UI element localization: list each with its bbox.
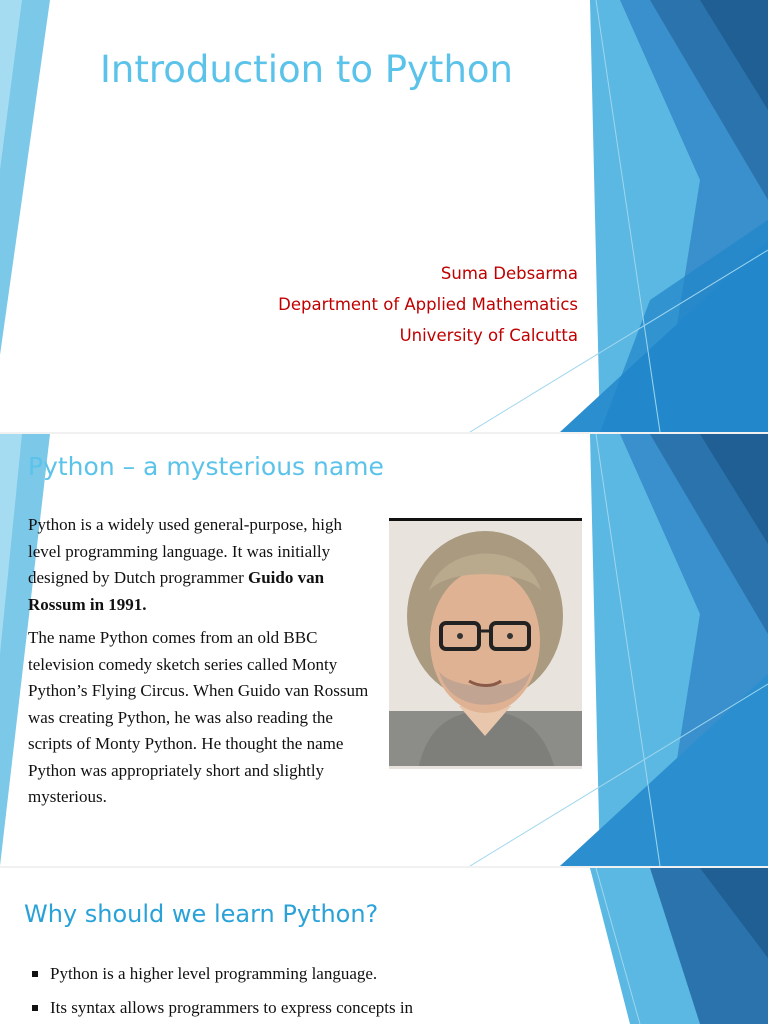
- author-name: Suma Debsarma: [440, 264, 578, 283]
- paragraph-origin-text: Python is a widely used general-purpose, high level programming language. It was initially designed by Dutch programmer: [28, 515, 342, 587]
- presentation-title: Introduction to Python: [100, 48, 513, 91]
- author-block: [278, 258, 578, 351]
- slide-why-python: [0, 868, 768, 1024]
- portrait-photo: [389, 518, 582, 769]
- paragraph-origin: [28, 512, 373, 618]
- bullet-item: [32, 963, 472, 985]
- bullet-text: Python is a higher level programming language.: [50, 964, 378, 983]
- slide-title: [0, 0, 768, 432]
- bullet-square-icon: [32, 971, 38, 977]
- slide-mysterious-name: [0, 434, 768, 866]
- body-text: [28, 512, 373, 818]
- slide-title: Why should we learn Python?: [24, 900, 379, 928]
- paragraph-name: The name Python comes from an old BBC television comedy sketch series called Monty Python’s Flying Circus. When Guido van Rossum was creating Python, he was also reading the scripts of Monty Python. He thought the name Python was appropriately short and slightly mysterious.: [28, 628, 369, 806]
- portrait-image: [389, 521, 582, 766]
- slide-title: Python – a mysterious name: [28, 452, 384, 481]
- bullet-text: Its syntax allows programmers to express concepts in: [50, 998, 414, 1017]
- bullet-list: [32, 963, 472, 1024]
- author-department: Department of Applied Mathematics: [278, 295, 578, 314]
- bullet-square-icon: [32, 1005, 38, 1011]
- paragraph-origin-bold: Guido van Rossum in 1991.: [28, 568, 325, 614]
- author-university: University of Calcutta: [399, 326, 578, 345]
- bullet-item: [32, 997, 472, 1019]
